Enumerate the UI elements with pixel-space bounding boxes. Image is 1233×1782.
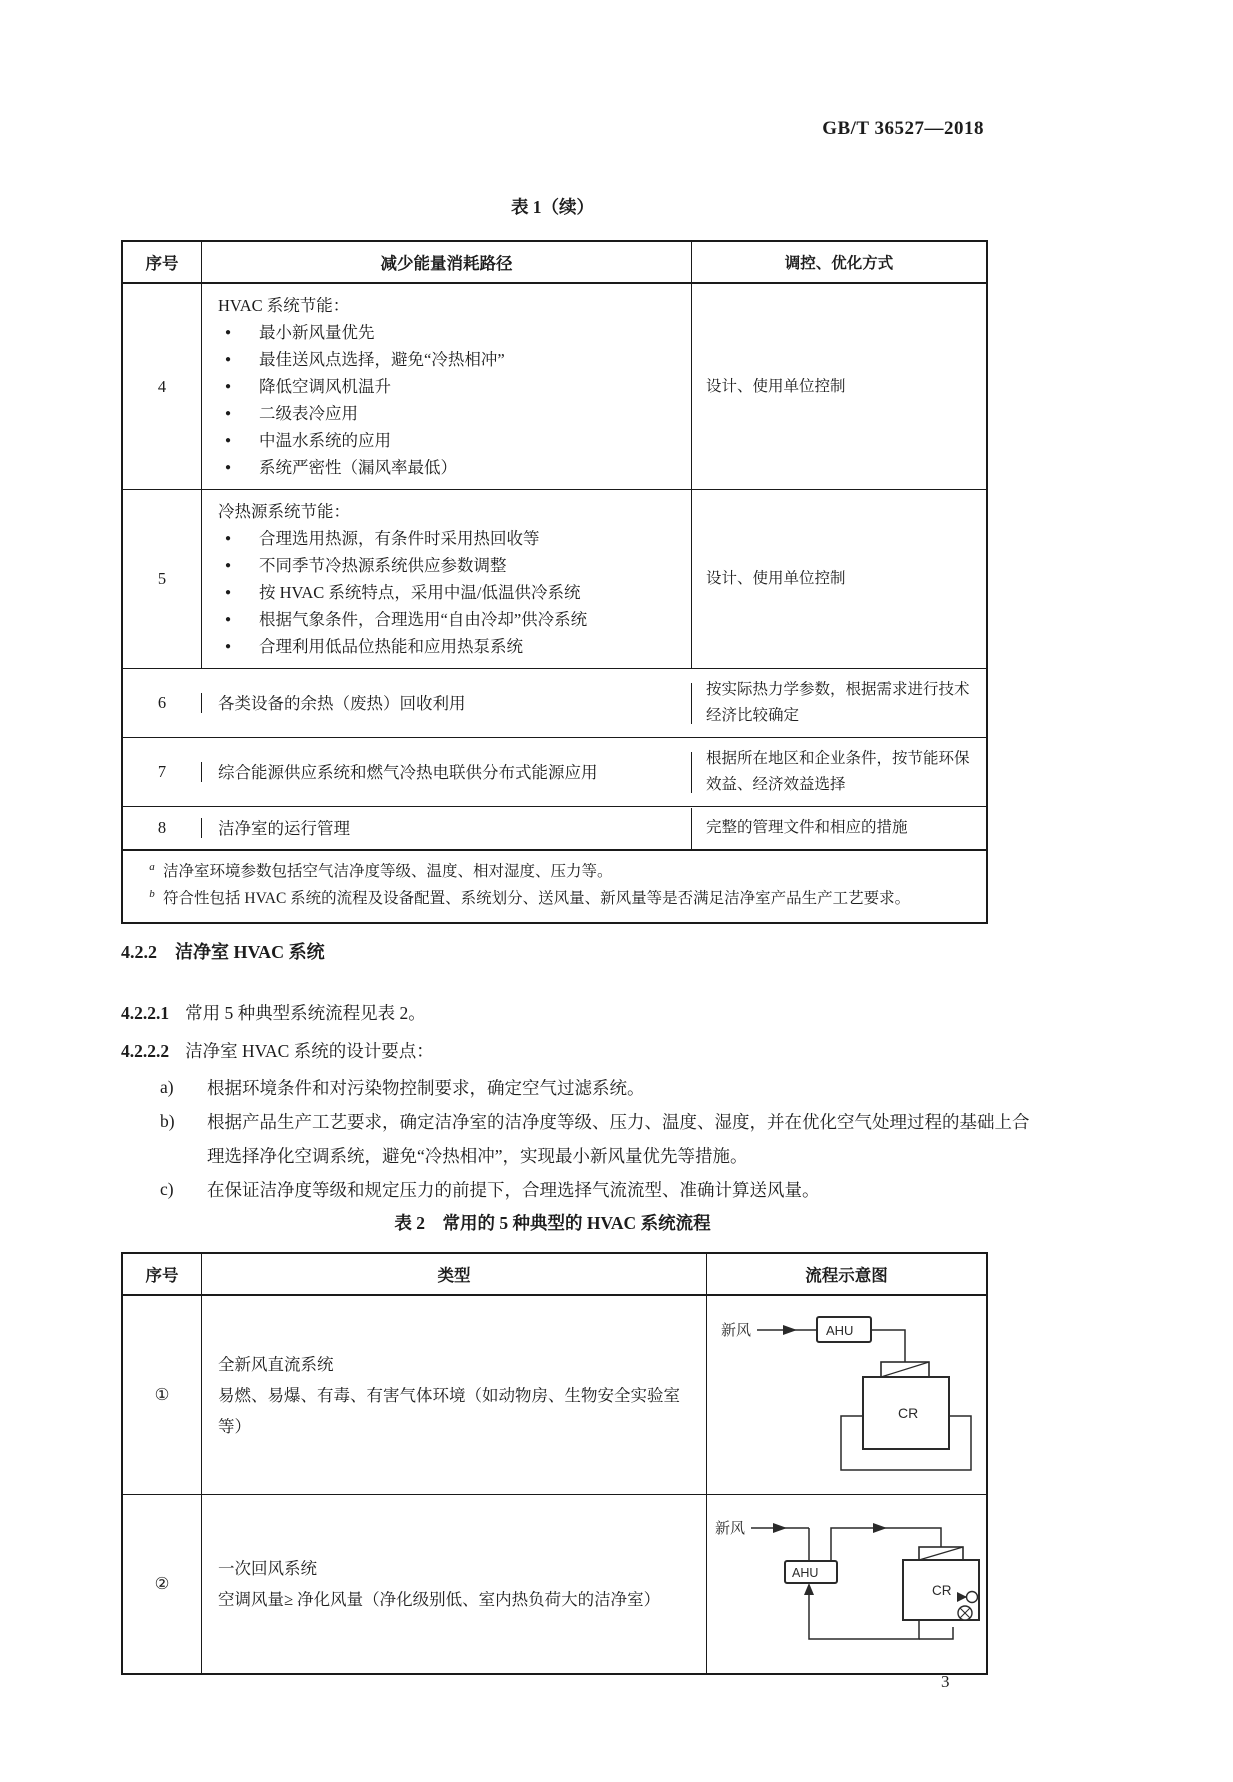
- item-text: 根据产品生产工艺要求，确定洁净室的洁净度等级、压力、温度、湿度，并在优化空气处理过程的基础上合理选择净化空调系统，避免“冷热相冲”，实现最小新风量优先等措施。: [207, 1112, 1030, 1166]
- bullet-text: 二级表冷应用: [259, 404, 358, 423]
- table1: [121, 240, 988, 924]
- t2row2-type-title: 一次回风系统: [218, 1559, 317, 1578]
- row4-bullets: [218, 319, 681, 481]
- filter-hatch: [919, 1547, 963, 1560]
- table2: [121, 1252, 988, 1675]
- bullet-icon: ●: [225, 533, 232, 544]
- row5-lead: 冷热源系统节能：: [218, 502, 350, 521]
- supply-duct-line: [831, 1528, 941, 1561]
- bullet-line: [218, 346, 681, 373]
- bullet-icon: ●: [225, 435, 232, 446]
- exhaust-fan-icon: [966, 1592, 977, 1603]
- item-text: 根据环境条件和对污染物控制要求，确定空气过滤系统。: [207, 1078, 645, 1098]
- clause-number: 4.2.2.2: [121, 1041, 170, 1061]
- t2row1-no: ①: [123, 1296, 202, 1494]
- bullet-line: [218, 552, 681, 579]
- cleanroom-label: CR: [897, 1405, 918, 1421]
- table-row: [123, 806, 986, 849]
- table1-header-row: [123, 242, 986, 283]
- table1-header-control: 调控、优化方式: [784, 255, 894, 272]
- fresh-air-label: 新风: [720, 1323, 751, 1339]
- table1-header-no: 序号: [123, 242, 202, 282]
- table2-header-type: 类型: [202, 1254, 707, 1294]
- row5-no: 5: [123, 490, 202, 668]
- exhaust-branch-line: [919, 1627, 953, 1639]
- filter-hatch: [881, 1362, 929, 1377]
- bullet-icon: ●: [225, 641, 232, 652]
- footnote-b-marker: b: [149, 888, 155, 900]
- supply-duct-line: [871, 1330, 905, 1362]
- row7-path: 综合能源供应系统和燃气冷热电联供分布式能源应用: [202, 752, 692, 793]
- bullet-text: 中温水系统的应用: [259, 431, 391, 450]
- row7-control-text: 根据所在地区和企业条件，按节能环保效益、经济效益选择: [706, 750, 970, 793]
- ahu-label: AHU: [825, 1323, 853, 1338]
- section-4-2-2-1: [121, 997, 993, 1030]
- clause-text: 洁净室 HVAC 系统的设计要点：: [185, 1041, 434, 1061]
- row7-no: 7: [123, 762, 202, 782]
- table-row: [123, 668, 986, 737]
- table1-footnotes: [123, 849, 986, 922]
- bullet-text: 系统严密性（漏风率最低）: [259, 458, 457, 477]
- t2row2-no: ②: [123, 1495, 202, 1673]
- bullet-text: 降低空调风机温升: [259, 377, 391, 396]
- bullet-icon: ●: [225, 614, 232, 625]
- exhaust-arrow-icon: [957, 1592, 967, 1602]
- footnote-a-marker: a: [149, 861, 155, 873]
- list-item-b: [121, 1105, 1032, 1173]
- row5-control: [692, 490, 986, 668]
- table-row: [123, 283, 986, 489]
- row8-path: 洁净室的运行管理: [202, 808, 692, 849]
- return-arrow-icon: [804, 1583, 814, 1595]
- standard-number-header: GB/T 36527—2018: [822, 118, 984, 139]
- footnote-a-text: 洁净室环境参数包括空气洁净度等级、温度、相对湿度、压力等。: [163, 863, 613, 880]
- bullet-text: 不同季节冷热源系统供应参数调整: [259, 556, 507, 575]
- row4-path: [202, 284, 692, 489]
- table-row: [123, 737, 986, 806]
- table-row: [123, 489, 986, 668]
- section-number: 4.2.2: [121, 942, 157, 962]
- bullet-icon: ●: [225, 560, 232, 571]
- table2-header-diagram: 流程示意图: [805, 1266, 888, 1285]
- row4-lead: HVAC 系统节能：: [218, 296, 350, 315]
- table2-header-no: 序号: [123, 1254, 202, 1294]
- bullet-line: [218, 427, 681, 454]
- row5-bullets: [218, 525, 681, 660]
- table1-caption: 表 1（续）: [510, 197, 595, 217]
- item-marker: a): [160, 1077, 174, 1097]
- row7-control: [692, 738, 986, 806]
- bullet-icon: ●: [225, 381, 232, 392]
- t2row1-type-title: 全新风直流系统: [218, 1354, 334, 1374]
- hvac-flow-diagram-return-air: [713, 1509, 981, 1659]
- hvac-flow-diagram-once-through: [713, 1304, 981, 1486]
- t2row1-type: [202, 1296, 707, 1494]
- bullet-line: [218, 633, 681, 660]
- row4-control: [692, 284, 986, 489]
- row6-no: 6: [123, 693, 202, 713]
- t2row2-diagram: [707, 1495, 986, 1673]
- table2-caption: 表 2 常用的 5 种典型的 HVAC 系统流程: [394, 1213, 711, 1233]
- row8-control: [692, 807, 986, 849]
- t2row2-type: [202, 1495, 707, 1673]
- table-row: [123, 1295, 986, 1494]
- airflow-arrow-icon: [773, 1523, 787, 1533]
- item-marker: c): [160, 1179, 174, 1199]
- list-item-c: [121, 1173, 1032, 1207]
- table1-header-path: 减少能量消耗路径: [202, 242, 692, 282]
- table-row: [123, 1494, 986, 1673]
- t2row1-type-desc: 易燃、易爆、有毒、有害气体环境（如动物房、生物安全实验室等）: [218, 1385, 680, 1436]
- clause-number: 4.2.2.1: [121, 1003, 170, 1023]
- row8-no: 8: [123, 818, 202, 838]
- item-marker: b): [160, 1111, 175, 1131]
- t2row2-type-desc: 空调风量≥ 净化风量（净化级别低、室内热负荷大的洁净室）: [218, 1590, 661, 1609]
- bullet-icon: ●: [225, 462, 232, 473]
- row8-control-text: 完整的管理文件和相应的措施: [706, 819, 908, 836]
- exhaust-duct-line: [841, 1416, 971, 1470]
- clause-text: 常用 5 种典型系统流程见表 2。: [185, 1003, 426, 1023]
- section-4-2-2-2: [121, 1035, 993, 1068]
- bullet-line: [218, 525, 681, 552]
- row6-control-text: 按实际热力学参数，根据需求进行技术经济比较确定: [706, 681, 970, 724]
- footnote-b: [141, 885, 972, 912]
- bullet-text: 最小新风量优先: [259, 323, 375, 342]
- row6-control: [692, 669, 986, 737]
- bullet-text: 根据气象条件，合理选用“自由冷却”供冷系统: [259, 610, 588, 629]
- bullet-icon: ●: [225, 587, 232, 598]
- bullet-line: [218, 454, 681, 481]
- item-text: 在保证洁净度等级和规定压力的前提下，合理选择气流流型、准确计算送风量。: [207, 1180, 820, 1200]
- page-number: 3: [941, 1672, 950, 1691]
- supply-arrow-icon: [873, 1523, 887, 1533]
- row5-path: [202, 490, 692, 668]
- section-4-2-2-heading: [121, 936, 993, 969]
- airflow-arrow-icon: [783, 1325, 797, 1335]
- bullet-text: 按 HVAC 系统特点，采用中温/低温供冷系统: [259, 583, 581, 602]
- section-title: 洁净室 HVAC 系统: [175, 942, 325, 962]
- row6-path: 各类设备的余热（废热）回收利用: [202, 683, 692, 724]
- bullet-text: 最佳送风点选择，避免“冷热相冲”: [259, 350, 505, 369]
- bullet-line: [218, 400, 681, 427]
- bullet-line: [218, 319, 681, 346]
- bullet-line: [218, 606, 681, 633]
- bullet-icon: ●: [225, 408, 232, 419]
- t2row1-diagram: [707, 1296, 986, 1494]
- footnote-a: [141, 858, 972, 885]
- cleanroom-label: CR: [931, 1583, 951, 1598]
- row5-control-text: 设计、使用单位控制: [706, 570, 846, 587]
- bullet-line: [218, 579, 681, 606]
- bullet-text: 合理选用热源，有条件时采用热回收等: [259, 529, 540, 548]
- row4-control-text: 设计、使用单位控制: [706, 377, 846, 395]
- ahu-label: AHU: [791, 1566, 818, 1580]
- list-item-a: [121, 1071, 1032, 1105]
- fresh-air-label: 新风: [714, 1521, 745, 1537]
- bullet-line: [218, 373, 681, 400]
- row4-no: 4: [123, 284, 202, 489]
- bullet-text: 合理利用低品位热能和应用热泵系统: [259, 637, 523, 656]
- bullet-icon: ●: [225, 354, 232, 365]
- bullet-icon: ●: [225, 327, 232, 338]
- footnote-b-text: 符合性包括 HVAC 系统的流程及设备配置、系统划分、送风量、新风量等是否满足洁净室产品生产工艺要求。: [163, 890, 911, 907]
- table2-header-row: [123, 1254, 986, 1295]
